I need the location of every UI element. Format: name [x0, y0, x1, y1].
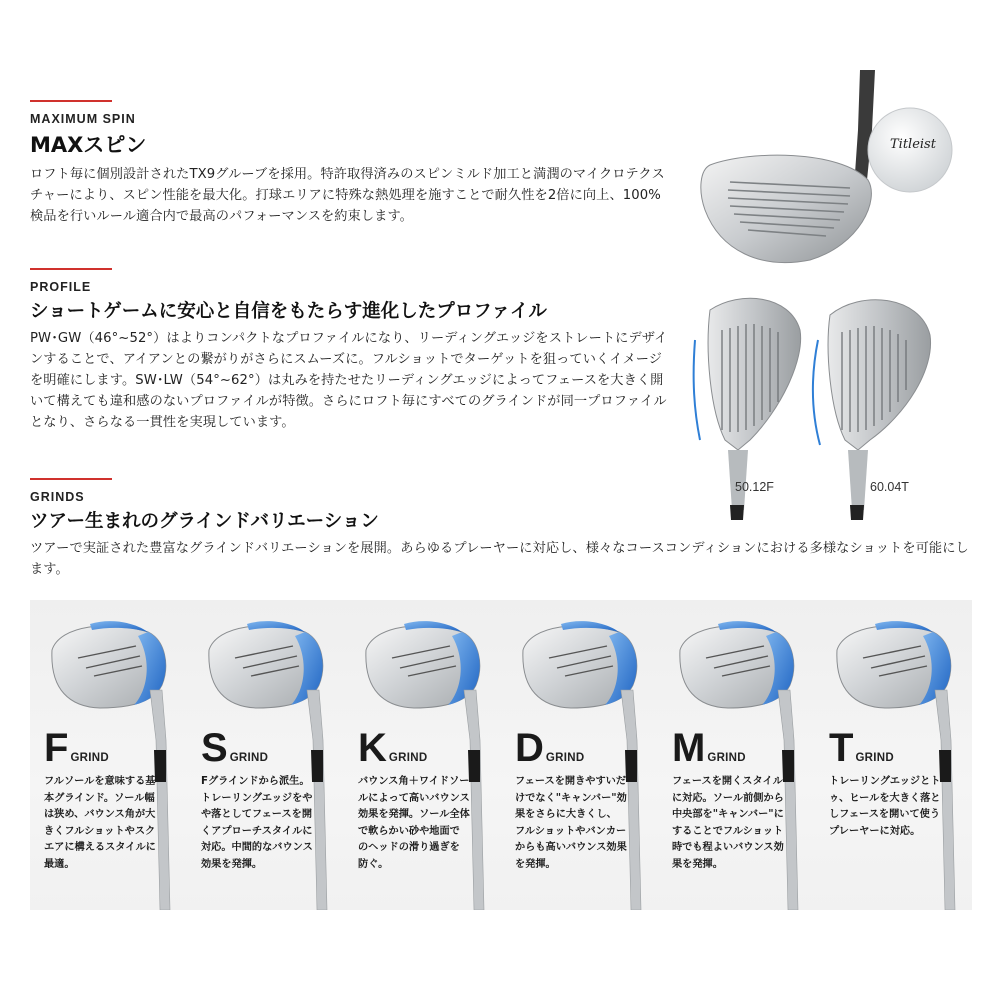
grind-letter: K [358, 726, 387, 770]
grind-card-s [187, 600, 344, 910]
section-kicker: MAXIMUM SPIN [30, 112, 136, 126]
section-divider [30, 478, 112, 480]
grinds-panel [30, 600, 972, 910]
section-grinds [30, 478, 970, 580]
section-divider [30, 268, 112, 270]
grind-letter: D [515, 726, 544, 770]
grind-description: Fグラインドから派生。トレーリングエッジをやや落としてフェースを開くアプローチスタイルに対応。中間的なバウンス効果を発揮。 [201, 776, 313, 870]
grind-title [829, 728, 894, 768]
grind-title [44, 728, 109, 768]
grind-word: GRIND [388, 752, 428, 764]
grind-word: GRIND [70, 752, 109, 764]
grind-card-f [30, 600, 187, 910]
grind-description: トレーリングエッジとトゥ、ヒールを大きく落としフェースを開いて使うプレーヤーに対応。 [829, 776, 941, 837]
grind-word: GRIND [855, 752, 894, 764]
section-divider [30, 100, 112, 102]
grind-word: GRIND [229, 752, 269, 764]
grind-description: フルソールを意味する基本グラインド。ソール幅は狭め、バウンス角が大きくフルショットやスクエアに構えるスタイルに最適。 [44, 776, 156, 870]
grind-description: バウンス角＋ワイドソールによって高いバウンス効果を発揮。ソール全体で軟らかい砂や地面でのヘッドの滑り過ぎを防ぐ。 [358, 776, 470, 870]
section-body: PW･GW（46°~52°）はよりコンパクトなプロファイルになり、リーディングエッジをストレートにデザインすることで、アイアンとの繋がりがさらにスムーズに。フルショットでターゲットを狙っていくイメージを明確にします。SW･LW（54°~62°）は丸みを持たせたリーディングエッジによってフェースを大きく開いて構えても違和感のないプロファイルが特徴。さらにロフト毎にすべてのグラインドが同一プロファイルとなり、さらなる一貫性を実現しています。 [30, 331, 668, 430]
grind-card-t [815, 600, 972, 910]
grind-letter: S [201, 726, 228, 770]
grind-word: GRIND [545, 752, 585, 764]
section-max-spin [30, 100, 670, 227]
profile-label-right: 60.04T [870, 480, 909, 494]
wedge-with-ball-image [690, 70, 990, 280]
section-kicker: GRINDS [30, 490, 85, 504]
grind-title [672, 728, 746, 768]
section-profile [30, 268, 670, 433]
profile-label-left: 50.12F [735, 480, 774, 494]
grind-title [201, 728, 268, 768]
grind-word: GRIND [707, 752, 746, 764]
svg-text:Titleist: Titleist [890, 137, 936, 152]
section-kicker: PROFILE [30, 280, 92, 294]
section-heading: ツアー生まれのグラインドバリエーション [30, 511, 379, 532]
grind-card-d [501, 600, 658, 910]
grind-description: フェースを開くスタイルに対応。ソール前側から中央部を"キャンバー"にすることでフルショット時でも程よいバウンス効果を発揮。 [672, 776, 784, 870]
grind-description: フェースを開きやすいだけでなく"キャンバー"効果をさらに大きくし、フルショットやバンカーからも高いバウンス効果を発揮。 [515, 776, 627, 870]
grind-letter: T [829, 726, 854, 770]
section-heading: ショートゲームに安心と自信をもたらす進化したプロファイル [30, 301, 547, 322]
section-body: ロフト毎に個別設計されたTX9グルーブを採用。特許取得済みのスピンミルド加工と満潤のマイクロテクスチャーにより、スピン性能を最大化。打球エリアに特殊な熱処理を施すことで耐久性を2倍に向上、100%検品を行いルール適合内で最高のパフォーマンスを約束します。 [30, 167, 665, 224]
grind-card-m [658, 600, 815, 910]
section-heading: MAXスピン [30, 133, 147, 157]
grind-letter: F [44, 726, 69, 770]
section-body: ツアーで実証された豊富なグラインドバリエーションを展開。あらゆるプレーヤーに対応し、様々なコースコンディションにおける多様なショットを可能にします。 [30, 541, 969, 577]
grind-title [515, 728, 584, 768]
grind-letter: M [672, 726, 706, 770]
grind-title [358, 728, 427, 768]
grind-card-k [344, 600, 501, 910]
